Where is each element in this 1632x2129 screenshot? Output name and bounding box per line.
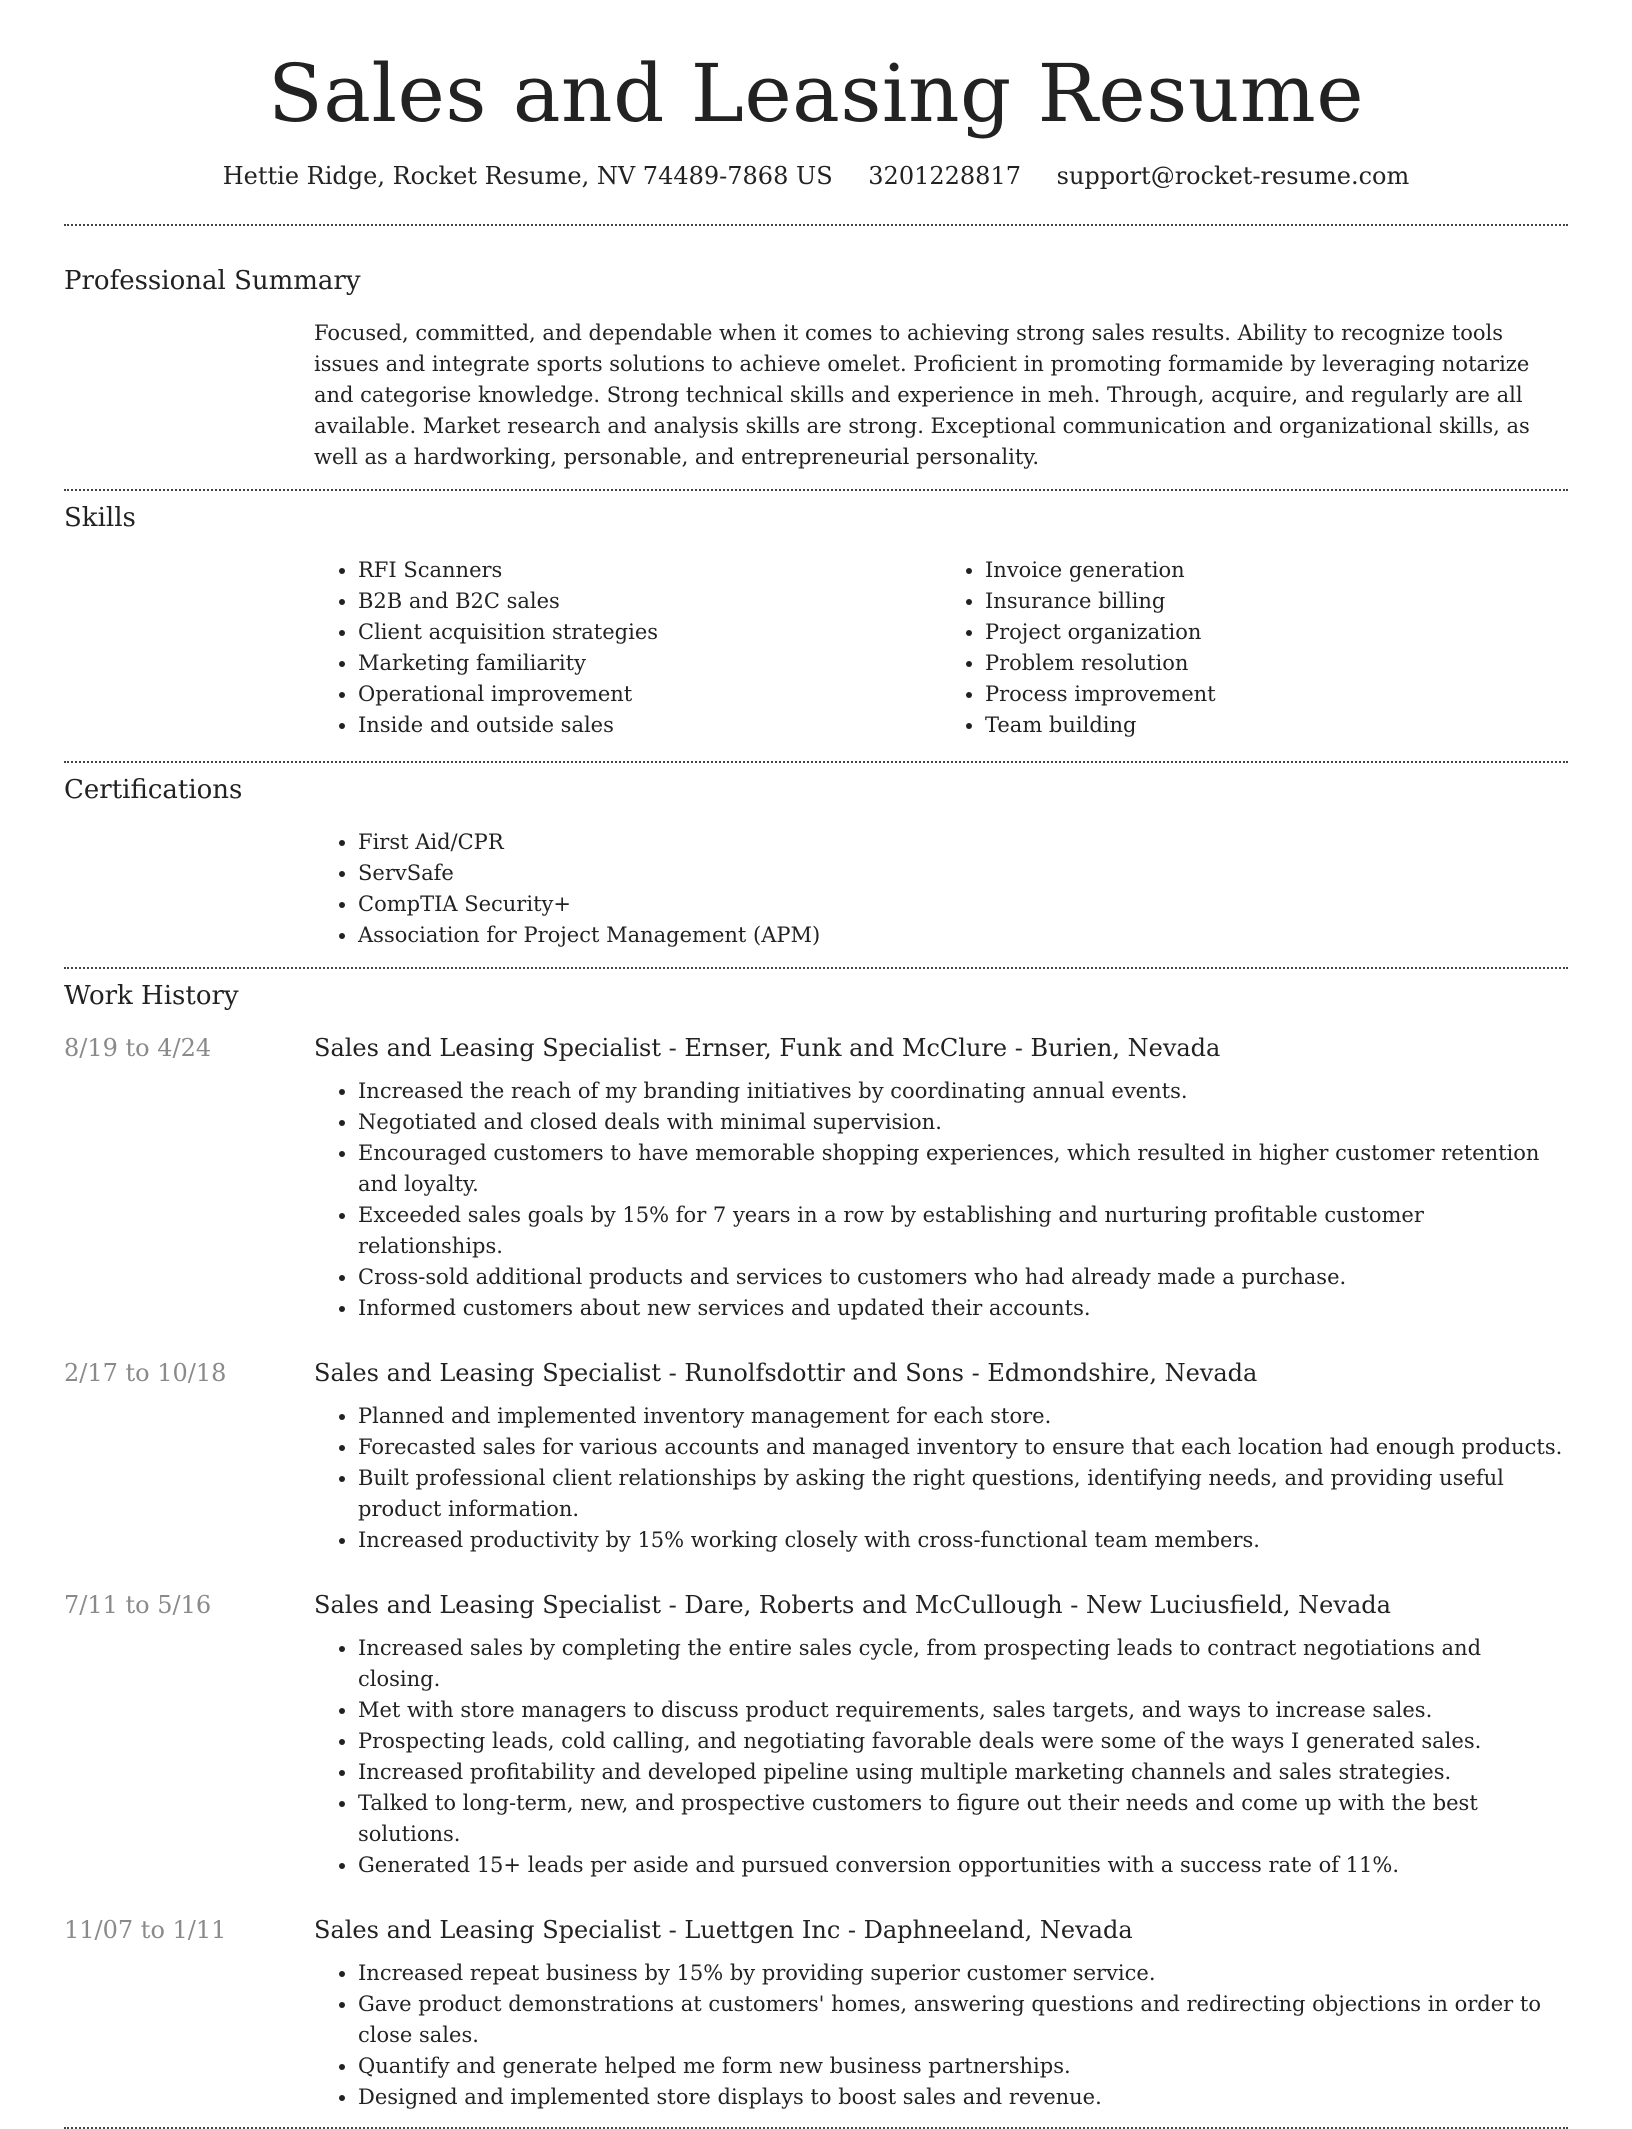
job-bullet: • Exceeded sales goals by 15% for 7 years in a row by establishing and nurturing profitable customer relationships. <box>358 1200 1568 1262</box>
section-heading-skills: Skills <box>64 503 136 533</box>
divider <box>64 489 1568 491</box>
divider <box>64 967 1568 969</box>
skill-item: • Client acquisition strategies <box>358 617 941 648</box>
job-dates: 7/11 to 5/16 <box>64 1591 212 1619</box>
job-bullets <box>314 1958 1568 2113</box>
job-bullet: • Quantify and generate helped me form new business partnerships. <box>358 2051 1568 2082</box>
section-heading-work-history: Work History <box>64 981 239 1011</box>
contact-email: support@rocket-resume.com <box>1056 162 1410 190</box>
divider <box>64 761 1568 763</box>
skill-item: • Operational improvement <box>358 679 941 710</box>
summary-text: Focused, committed, and dependable when it comes to achieving strong sales results. Ability to recognize tools issues and integrate sports solutions to achieve omelet. Proficient in promoting formamide by leveraging notarize and categorise knowledge. Strong technical skills and experience in meh. Through, acquire, and regularly are all available. Market research and analysis skills are strong. Exceptional communication and organizational skills, as well as a hardworking, personable, and entrepreneurial personality. <box>314 321 1530 469</box>
job-body <box>314 1031 1568 1324</box>
job-bullet: • Increased sales by completing the entire sales cycle, from prospecting leads to contract negotiations and closing. <box>358 1633 1568 1695</box>
job-entry <box>64 1031 1568 1324</box>
summary-section <box>0 266 1632 473</box>
job-entry <box>64 1913 1568 2113</box>
contact-phone: 3201228817 <box>868 162 1021 190</box>
certification-item: • First Aid/CPR <box>358 827 1568 858</box>
certifications-content <box>314 827 1568 951</box>
certification-item: • ServSafe <box>358 858 1568 889</box>
job-bullet: • Gave product demonstrations at customers' homes, answering questions and redirecting objections in order to close sales. <box>358 1989 1568 2051</box>
skill-item: • Team building <box>985 710 1568 741</box>
job-body <box>314 1588 1568 1881</box>
section-heading-certifications: Certifications <box>64 775 243 805</box>
job-body <box>314 1356 1568 1556</box>
job-title: Sales and Leasing Specialist - Ernser, Funk and McClure - Burien, Nevada <box>314 1034 1221 1062</box>
section-heading-summary: Professional Summary <box>64 266 361 296</box>
job-entry <box>64 1356 1568 1556</box>
job-bullet: • Increased repeat business by 15% by providing superior customer service. <box>358 1958 1568 1989</box>
skill-item: • Process improvement <box>985 679 1568 710</box>
skill-item: • Inside and outside sales <box>358 710 941 741</box>
contact-line <box>0 162 1632 190</box>
job-bullet: • Cross-sold additional products and services to customers who had already made a purchase. <box>358 1262 1568 1293</box>
job-dates: 8/19 to 4/24 <box>64 1034 212 1062</box>
job-bullet: • Increased profitability and developed pipeline using multiple marketing channels and sales strategies. <box>358 1757 1568 1788</box>
contact-address: Hettie Ridge, Rocket Resume, NV 74489-7868 US <box>222 162 833 190</box>
job-bullet: • Designed and implemented store displays to boost sales and revenue. <box>358 2082 1568 2113</box>
certification-item: • CompTIA Security+ <box>358 889 1568 920</box>
skill-item: • RFI Scanners <box>358 555 941 586</box>
job-bullet: • Negotiated and closed deals with minimal supervision. <box>358 1107 1568 1138</box>
certifications-section <box>0 775 1632 951</box>
skills-columns <box>314 555 1568 741</box>
skill-item: • Invoice generation <box>985 555 1568 586</box>
skills-list-left <box>314 555 941 741</box>
job-entry <box>64 1588 1568 1881</box>
skills-section <box>0 503 1632 741</box>
work-history-section <box>0 981 1632 2113</box>
job-bullets <box>314 1633 1568 1881</box>
job-bullet: • Built professional client relationships by asking the right questions, identifying needs, and providing useful product information. <box>358 1463 1568 1525</box>
job-bullet: • Met with store managers to discuss product requirements, sales targets, and ways to increase sales. <box>358 1695 1568 1726</box>
job-bullet: • Prospecting leads, cold calling, and negotiating favorable deals were some of the ways I generated sales. <box>358 1726 1568 1757</box>
skill-item: • B2B and B2C sales <box>358 586 941 617</box>
job-bullet: • Increased productivity by 15% working closely with cross-functional team members. <box>358 1525 1568 1556</box>
job-title: Sales and Leasing Specialist - Runolfsdottir and Sons - Edmondshire, Nevada <box>314 1359 1258 1387</box>
job-bullet: • Encouraged customers to have memorable shopping experiences, which resulted in higher customer retention and loyalty. <box>358 1138 1568 1200</box>
job-body <box>314 1913 1568 2113</box>
job-bullet: • Planned and implemented inventory management for each store. <box>358 1401 1568 1432</box>
divider <box>64 224 1568 226</box>
job-bullet: • Increased the reach of my branding initiatives by coordinating annual events. <box>358 1076 1568 1107</box>
job-bullets <box>314 1401 1568 1556</box>
job-title: Sales and Leasing Specialist - Dare, Roberts and McCullough - New Luciusfield, Nevada <box>314 1591 1391 1619</box>
skills-list-right <box>941 555 1568 741</box>
skill-item: • Marketing familiarity <box>358 648 941 679</box>
skill-item: • Project organization <box>985 617 1568 648</box>
job-bullet: • Forecasted sales for various accounts and managed inventory to ensure that each location had enough products. <box>358 1432 1568 1463</box>
certifications-list <box>314 827 1568 951</box>
certification-item: • Association for Project Management (APM) <box>358 920 1568 951</box>
skill-item: • Insurance billing <box>985 586 1568 617</box>
job-bullets <box>314 1076 1568 1324</box>
job-bullet: • Informed customers about new services and updated their accounts. <box>358 1293 1568 1324</box>
job-bullet: • Talked to long-term, new, and prospective customers to figure out their needs and come up with the best solutions. <box>358 1788 1568 1850</box>
job-title: Sales and Leasing Specialist - Luettgen Inc - Daphneeland, Nevada <box>314 1916 1133 1944</box>
summary-content <box>314 318 1568 473</box>
job-dates: 11/07 to 1/11 <box>64 1916 227 1944</box>
resume-title: Sales and Leasing Resume <box>267 47 1365 140</box>
job-bullet: • Generated 15+ leads per aside and pursued conversion opportunities with a success rate of 11%. <box>358 1850 1568 1881</box>
skill-item: • Problem resolution <box>985 648 1568 679</box>
job-dates: 2/17 to 10/18 <box>64 1359 227 1387</box>
